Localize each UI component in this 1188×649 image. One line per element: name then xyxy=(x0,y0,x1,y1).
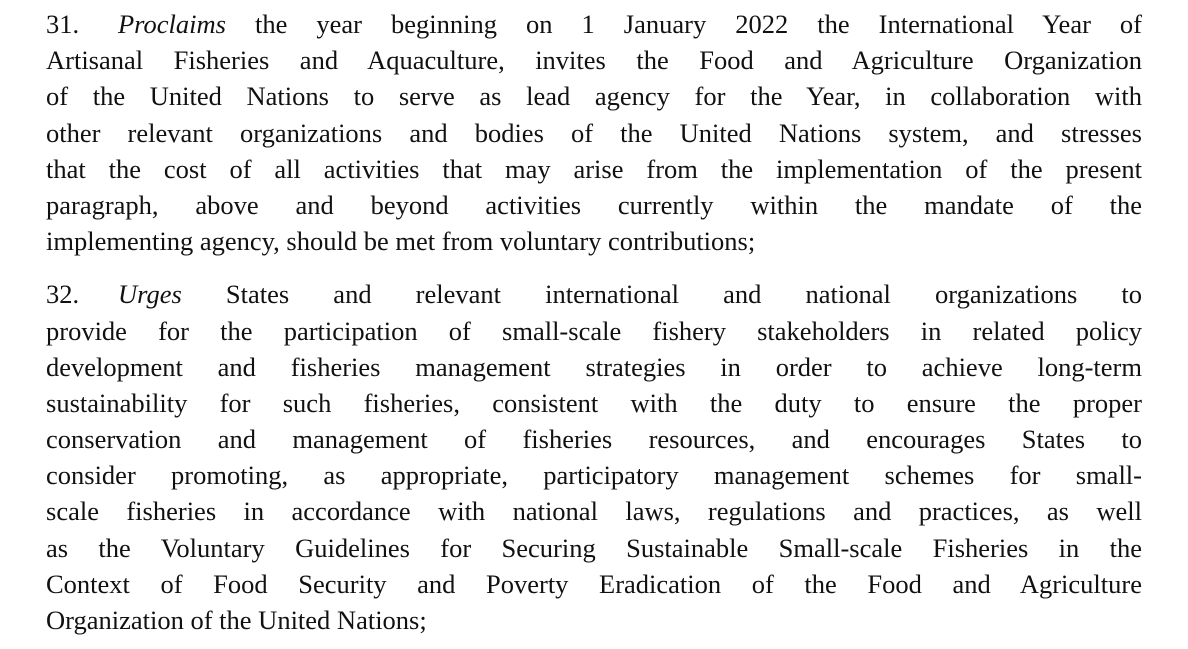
paragraph-31-line-2: Artisanal Fisheries and Aquaculture, invites the Food and Agriculture Organization xyxy=(46,45,1142,76)
document-body xyxy=(46,6,1142,638)
paragraph-32-line-10: Organization of the United Nations; xyxy=(46,605,427,636)
paragraph-32-line-5: conservation and management of fisheries resources, and encourages States to xyxy=(46,424,1142,455)
paragraph-31-line-4: other relevant organizations and bodies of the United Nations system, and stresses xyxy=(46,117,1142,148)
paragraph-32-line-4: sustainability for such fisheries, consistent with the duty to ensure the proper xyxy=(46,387,1142,418)
paragraph-31-line-6: paragraph, above and beyond activities currently within the mandate of the xyxy=(46,189,1142,220)
paragraph-31-line-3: of the United Nations to serve as lead agency for the Year, in collaboration with xyxy=(46,81,1142,112)
paragraph-32-line-6: consider promoting, as appropriate, participatory management schemes for small- xyxy=(46,460,1142,491)
paragraph-text: the year beginning on 1 January 2022 the International Year of xyxy=(225,9,1142,39)
paragraph-32 xyxy=(46,276,1142,638)
paragraph-31-line-5: that the cost of all activities that may arise from the implementation of the present xyxy=(46,153,1142,184)
paragraph-32-line-8: as the Voluntary Guidelines for Securing Sustainable Small-scale Fisheries in the xyxy=(46,532,1142,563)
paragraph-31-line-1 xyxy=(46,6,1142,42)
paragraph-number: 32. xyxy=(46,279,80,310)
operative-verb: Proclaims xyxy=(118,9,226,39)
paragraph-32-line-9: Context of Food Security and Poverty Eradication of the Food and Agriculture xyxy=(46,568,1142,599)
paragraph-32-line-1 xyxy=(46,276,1142,312)
paragraph-text: States and relevant international and national organizations to xyxy=(181,279,1142,310)
operative-verb: Urges xyxy=(118,279,182,310)
paragraph-32-line-7: scale fisheries in accordance with national laws, regulations and practices, as well xyxy=(46,496,1142,527)
paragraph-number: 31. xyxy=(46,9,80,39)
paragraph-31 xyxy=(46,6,1142,259)
paragraph-31-line-7: implementing agency, should be met from voluntary contributions; xyxy=(46,226,756,257)
paragraph-32-line-2: provide for the participation of small-scale fishery stakeholders in related policy xyxy=(46,315,1142,346)
paragraph-32-line-3: development and fisheries management strategies in order to achieve long-term xyxy=(46,351,1142,382)
